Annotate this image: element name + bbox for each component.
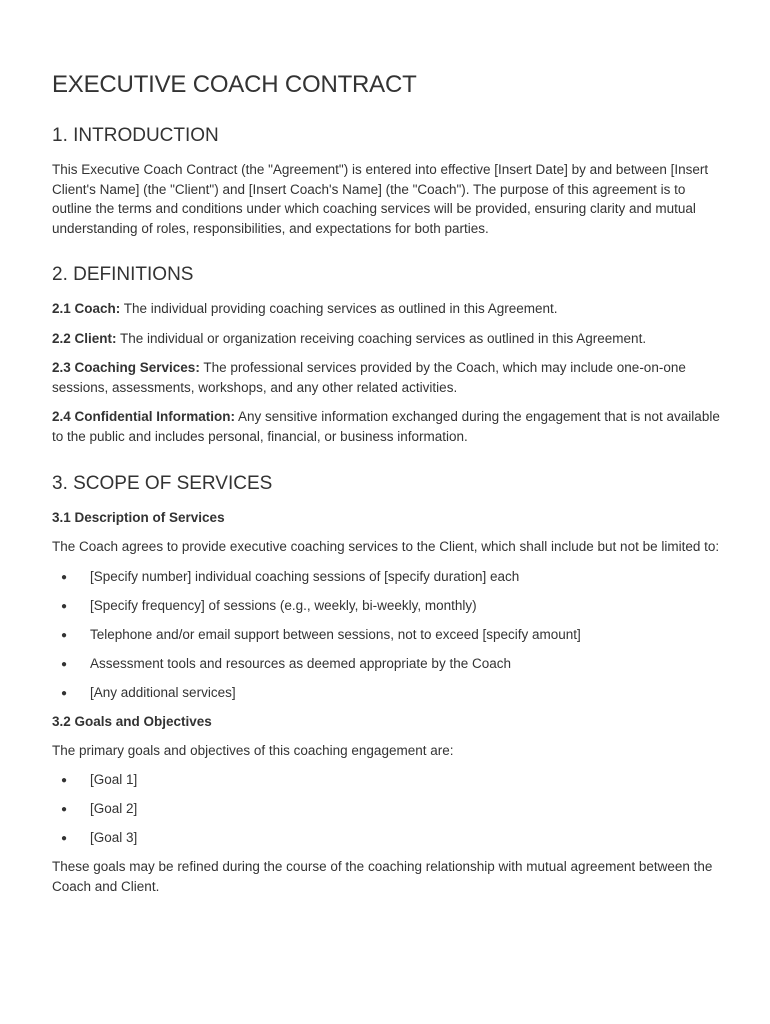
definition-text: The individual providing coaching services as outlined in this Agreement.: [120, 301, 558, 316]
bullet-icon: ●: [61, 833, 68, 844]
bullet-icon: ●: [61, 600, 68, 612]
bullet-icon: ●: [61, 571, 68, 583]
definition-item: [52, 358, 720, 397]
bullet-icon: ●: [61, 629, 68, 641]
definition-term: 2.4 Confidential Information:: [52, 409, 236, 424]
subsection-heading-goals: 3.2 Goals and Objectives: [52, 713, 212, 729]
definition-term: 2.3 Coaching Services:: [52, 360, 200, 375]
definition-term: 2.1 Coach:: [52, 301, 121, 316]
description-intro: The Coach agrees to provide executive coaching services to the Client, which shall include but not be limited to:: [52, 539, 720, 554]
list-item: ● Telephone and/or email support between sessions, not to exceed [specify amount]: [52, 625, 720, 645]
bullet-icon: ●: [61, 804, 68, 815]
definition-item: [52, 407, 720, 446]
introduction-paragraph: This Executive Coach Contract (the "Agreement") is entered into effective [Insert Date] by and between [Insert Client's Name] (the "Client") and [Insert Coach's Name] (the "Coach"). The purpose of this agreement is to outline the terms and conditions under which coaching services will be provided, ensuring clarity and mutual understanding of roles, responsibilities, and expectations for both parties.: [52, 162, 709, 236]
list-item: ● [Specify frequency] of sessions (e.g., weekly, bi-weekly, monthly): [52, 596, 720, 616]
goals-outro: These goals may be refined during the course of the coaching relationship with mutual agreement between the Coach and Client.: [52, 859, 713, 894]
definition-term: 2.2 Client:: [52, 330, 117, 346]
section-heading-scope: 3. SCOPE OF SERVICES: [52, 473, 273, 494]
section-introduction: [52, 124, 720, 238]
services-list: [52, 567, 720, 703]
bullet-icon: ●: [61, 658, 68, 670]
definition-text: The professional services provided by the Coach, which may include one-on-one sessions, assessments, workshops, and any other related activities.: [52, 360, 686, 395]
section-heading-definitions: 2. DEFINITIONS: [52, 264, 194, 285]
list-item: ● [Goal 2]: [52, 799, 720, 819]
definition-text: The individual or organization receiving coaching services as outlined in this Agreement.: [116, 330, 647, 346]
list-item: ● Assessment tools and resources as deemed appropriate by the Coach: [52, 654, 720, 674]
goals-intro: The primary goals and objectives of this coaching engagement are:: [52, 742, 454, 758]
definition-item: [52, 329, 720, 349]
section-definitions: [52, 263, 720, 446]
section-heading-introduction: 1. INTRODUCTION: [52, 125, 219, 146]
bullet-icon: ●: [61, 775, 68, 786]
bullet-icon: ●: [61, 687, 68, 699]
definition-text: Any sensitive information exchanged during the engagement that is not available to the public and includes personal, financial, or business information.: [52, 409, 720, 444]
list-item: ● [Goal 3]: [52, 828, 720, 848]
definition-item: [52, 299, 720, 319]
list-item: ● [Specify number] individual coaching sessions of [specify duration] each: [52, 567, 720, 587]
subsection-heading-description: 3.1 Description of Services: [52, 510, 225, 525]
list-item: ● [Goal 1]: [52, 770, 720, 790]
section-scope: [52, 472, 720, 896]
document-title: EXECUTIVE COACH CONTRACT: [52, 71, 417, 98]
list-item: ● [Any additional services]: [52, 683, 720, 703]
goals-list: [52, 770, 720, 848]
